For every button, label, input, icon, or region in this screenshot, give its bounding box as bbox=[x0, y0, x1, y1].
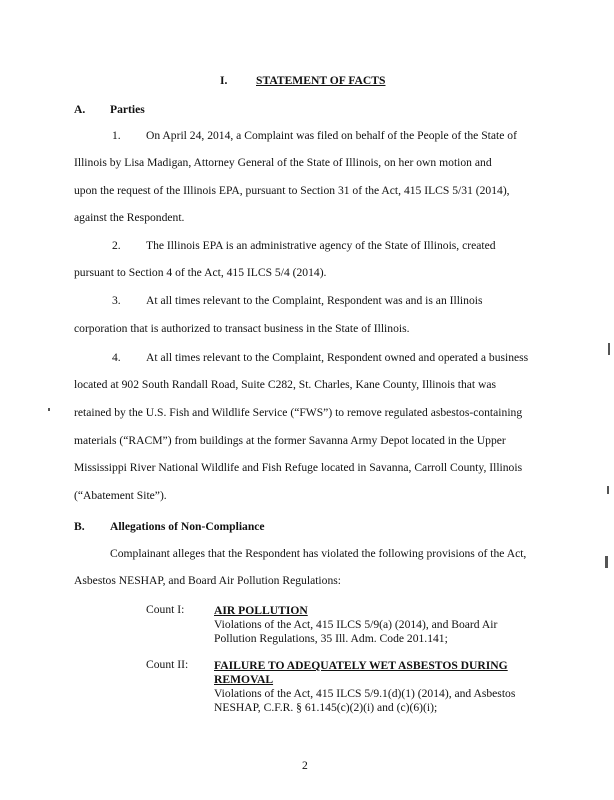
allegations-intro-line: Complainant alleges that the Respondent has violated the following provisions of the Act, bbox=[110, 547, 527, 560]
count-2-label: Count II: bbox=[146, 658, 189, 671]
subsection-a-title: Parties bbox=[110, 103, 145, 116]
paragraph-4-line: located at 902 South Randall Road, Suite C282, St. Charles, Kane County, Illinois that was bbox=[74, 378, 497, 391]
paragraph-4-line: At all times relevant to the Complaint, Respondent owned and operated a business bbox=[146, 351, 529, 364]
count-1-label: Count I: bbox=[146, 603, 185, 616]
scan-edge-mark bbox=[605, 556, 608, 568]
subsection-a-letter: A. bbox=[74, 103, 86, 116]
subsection-b-letter: B. bbox=[74, 520, 85, 533]
count-2-body-line: Violations of the Act, 415 ILCS 5/9.1(d)(1) (2014), and Asbestos bbox=[214, 687, 516, 700]
paragraph-4-number: 4. bbox=[112, 351, 121, 364]
paragraph-1-line: Illinois by Lisa Madigan, Attorney General of the State of Illinois, on her own motion and bbox=[74, 156, 492, 169]
paragraph-4-line: materials (“RACM”) from buildings at the former Savanna Army Depot located in the Upper bbox=[74, 434, 506, 447]
section-number: I. bbox=[220, 74, 228, 87]
count-2-body-line: NESHAP, C.F.R. § 61.145(c)(2)(i) and (c)(6)(i); bbox=[214, 701, 438, 714]
count-1-body-line: Violations of the Act, 415 ILCS 5/9(a) (2014), and Board Air bbox=[214, 618, 498, 631]
paragraph-3-number: 3. bbox=[112, 294, 121, 307]
paragraph-4-line: Mississippi River National Wildlife and Fish Refuge located in Savanna, Carroll County, Illinois bbox=[74, 461, 523, 474]
subsection-b-title: Allegations of Non-Compliance bbox=[110, 520, 265, 533]
count-1-body-line: Pollution Regulations, 35 Ill. Adm. Code 201.141; bbox=[214, 632, 448, 645]
allegations-intro-line: Asbestos NESHAP, and Board Air Pollution Regulations: bbox=[74, 574, 341, 587]
paragraph-3-line: corporation that is authorized to transact business in the State of Illinois. bbox=[74, 322, 410, 335]
section-title: STATEMENT OF FACTS bbox=[256, 74, 386, 87]
paragraph-4-line: (“Abatement Site”). bbox=[74, 489, 167, 502]
paragraph-1-line: upon the request of the Illinois EPA, pursuant to Section 31 of the Act, 415 ILCS 5/31 (2014), bbox=[74, 184, 510, 197]
scan-edge-mark bbox=[608, 343, 610, 355]
scan-edge-mark bbox=[48, 408, 50, 411]
paragraph-1-number: 1. bbox=[112, 129, 121, 142]
count-2-title: REMOVAL bbox=[214, 673, 274, 686]
paragraph-3-line: At all times relevant to the Complaint, Respondent was and is an Illinois bbox=[146, 294, 483, 307]
count-1-title: AIR POLLUTION bbox=[214, 604, 308, 617]
paragraph-1-line: against the Respondent. bbox=[74, 211, 185, 224]
count-2-title: FAILURE TO ADEQUATELY WET ASBESTOS DURING bbox=[214, 659, 508, 672]
paragraph-2-number: 2. bbox=[112, 239, 121, 252]
paragraph-1-line: On April 24, 2014, a Complaint was filed on behalf of the People of the State of bbox=[146, 129, 517, 142]
paragraph-2-line: The Illinois EPA is an administrative agency of the State of Illinois, created bbox=[146, 239, 496, 252]
paragraph-2-line: pursuant to Section 4 of the Act, 415 ILCS 5/4 (2014). bbox=[74, 266, 327, 279]
paragraph-4-line: retained by the U.S. Fish and Wildlife Service (“FWS”) to remove regulated asbestos-containing bbox=[74, 406, 523, 419]
page-number: 2 bbox=[302, 759, 308, 772]
scan-edge-mark bbox=[607, 486, 609, 494]
